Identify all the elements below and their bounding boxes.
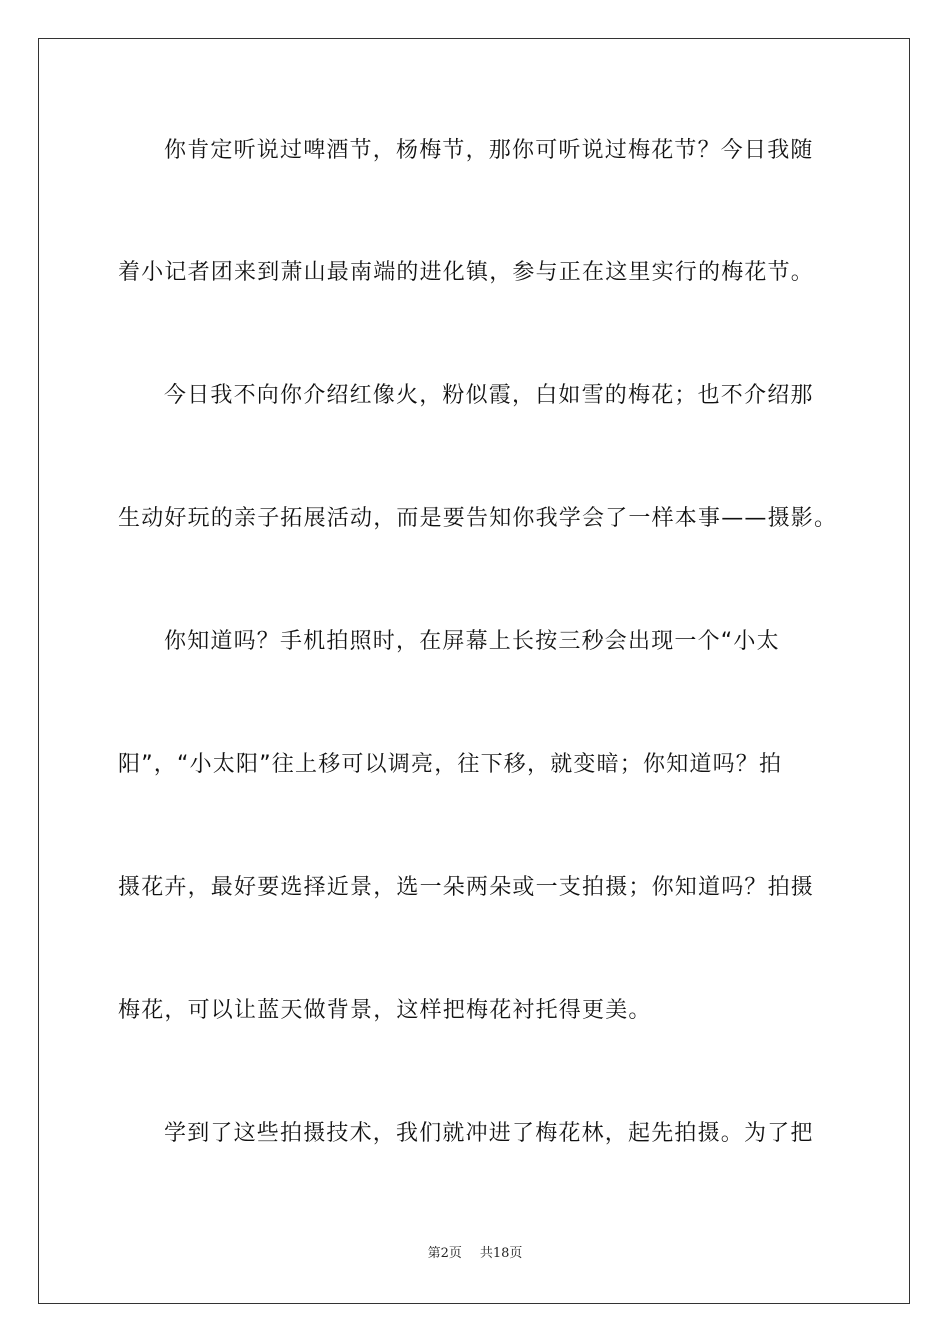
paragraph-1-line-1: 你肯定听说过啤酒节，杨梅节，那你可听说过梅花节？今日我随 xyxy=(164,138,814,163)
paragraph-2-line-2: 生动好玩的亲子拓展活动，而是要告知你我学会了一样本事——摄影。 xyxy=(118,506,838,531)
paragraph-4-line-1: 学到了这些拍摄技术，我们就冲进了梅花林，起先拍摄。为了把 xyxy=(164,1121,814,1146)
total-pages: 共18页 xyxy=(479,1246,523,1261)
page-border xyxy=(38,38,910,1304)
paragraph-3-line-1: 你知道吗？手机拍照时，在屏幕上长按三秒会出现一个“小太 xyxy=(164,629,780,654)
paragraph-3-line-4: 梅花，可以让蓝天做背景，这样把梅花衬托得更美。 xyxy=(118,998,652,1023)
page-number: 第2页 xyxy=(427,1246,462,1261)
paragraph-3-line-2: 阳”，“小太阳”往上移可以调亮，往下移，就变暗；你知道吗？拍 xyxy=(118,752,783,777)
paragraph-1-line-2: 着小记者团来到萧山最南端的进化镇，参与正在这里实行的梅花节。 xyxy=(118,260,815,285)
page-footer xyxy=(0,1242,950,1261)
paragraph-2-line-1: 今日我不向你介绍红像火，粉似霞，白如雪的梅花；也不介绍那 xyxy=(164,383,814,408)
paragraph-3-line-3: 摄花卉，最好要选择近景，选一朵两朵或一支拍摄；你知道吗？拍摄 xyxy=(118,875,815,900)
